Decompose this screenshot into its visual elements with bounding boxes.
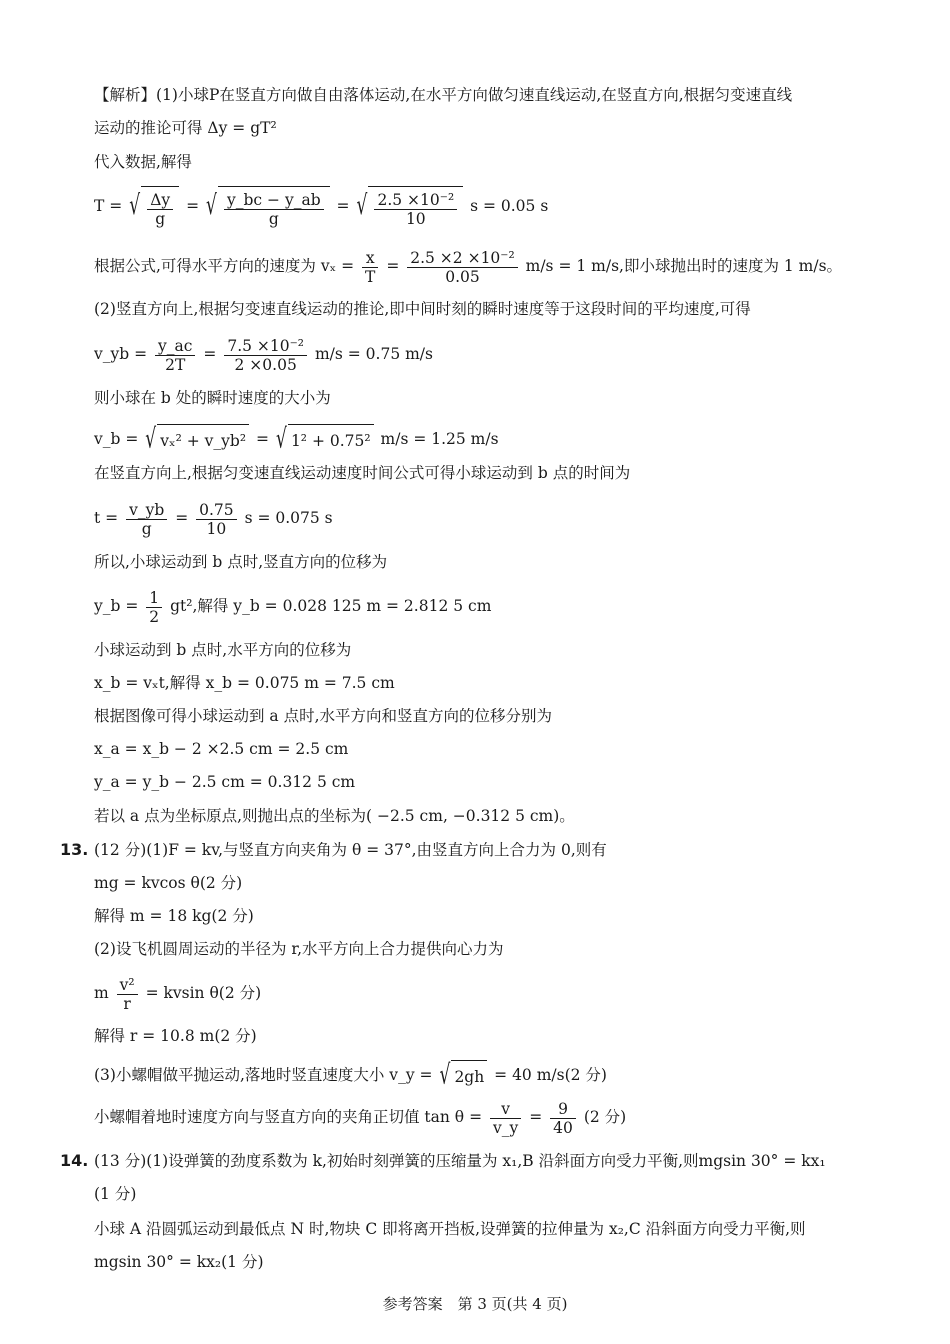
sqrt: √ $\frac{\Delta y}{g}$ — [129, 186, 179, 228]
formula-text: m/s = 1 m/s,即小球抛出时的速度为 1 m/s。 — [525, 257, 843, 275]
p13-line-1: (12 分)(1)F = kv,与竖直方向夹角为 θ = 37°,由竖直方向上合力为 0,则有 — [94, 841, 607, 859]
formula-text: s = 0.05 s — [470, 197, 549, 215]
p12-line-3: 代入数据,解得 — [94, 153, 192, 171]
p12-line-19: 若以 a 点为坐标原点,则抛出点的坐标为( −2.5 cm, −0.312 5 cm)。 — [94, 807, 575, 825]
p12-period-formula: T = √ $\frac{\Delta y}{g}$ = √ $\frac{y\_bc - y\_ab}{g}$ = √ $\frac{\text{2.5 ×10⁻²}}{10}$ s = 0.05 s — [94, 186, 910, 228]
formula-text: y_b = — [94, 597, 139, 615]
p14-line-3: 小球 A 沿圆弧运动到最低点 N 时,物块 C 即将离开挡板,设弹簧的拉伸量为 x₂,C 沿斜面方向受力平衡,则 — [94, 1220, 806, 1238]
fraction: $\frac{v\_yb}{g}$ — [126, 501, 167, 538]
sqrt: √ 2gh — [439, 1060, 487, 1092]
p14-line-4: mgsin 30° = kx₂(1 分) — [94, 1253, 264, 1271]
formula-text: v_b = — [94, 430, 139, 448]
p12-line-8: 则小球在 b 处的瞬时速度的大小为 — [94, 389, 331, 407]
p13-line-6: 解得 r = 10.8 m(2 分) — [94, 1027, 257, 1045]
p12-line-18: y_a = y_b − 2.5 cm = 0.312 5 cm — [94, 773, 356, 791]
fraction: $\frac{y\_ac}{2T}$ — [155, 337, 195, 374]
p12-line-14: 小球运动到 b 点时,水平方向的位移为 — [94, 641, 352, 659]
fraction: $\frac{0.75}{10}$ — [196, 501, 237, 538]
fraction: $\frac{\text{7.5 ×10⁻²}}{2 \times 0.05}$ — [224, 337, 307, 374]
sqrt: √ 1² + 0.75² — [276, 424, 374, 456]
formula-text: m/s = 0.75 m/s — [314, 345, 433, 363]
sqrt: √ $\frac{y\_bc - y\_ab}{g}$ — [206, 186, 330, 228]
fraction: $\frac{\text{2.5 ×2 ×10⁻²}}{0.05}$ — [407, 249, 517, 286]
p12-line-2: 运动的推论可得 Δy = gT² — [94, 119, 277, 137]
p13-line-4: (2)设飞机圆周运动的半径为 r,水平方向上合力提供向心力为 — [94, 940, 504, 958]
p14-line-1: (13 分)(1)设弹簧的劲度系数为 k,初始时刻弹簧的压缩量为 x₁,B 沿斜面方向受力平衡,则mgsin 30° = kx₁ — [94, 1152, 826, 1170]
p12-vb-formula: v_b = √ vₓ² + v_yb² = √ 1² + 0.75² m/s = 1.25 m/s — [94, 424, 910, 456]
p13-vy-formula — [94, 1060, 910, 1092]
p13-line-3: 解得 m = 18 kg(2 分) — [94, 907, 254, 925]
p14-line-2: (1 分) — [94, 1185, 137, 1203]
p12-time-formula: t = $\frac{v\_yb}{g}$ = $\frac{0.75}{10}$ s = 0.075 s — [94, 500, 333, 538]
formula-text: m/s = 1.25 m/s — [380, 430, 499, 448]
problem-13-number: 13. — [60, 840, 89, 859]
p12-line-10: 在竖直方向上,根据匀变速直线运动速度时间公式可得小球运动到 b 点的时间为 — [94, 464, 631, 482]
p12-line-16: 根据图像可得小球运动到 a 点时,水平方向和竖直方向的位移分别为 — [94, 707, 553, 725]
fraction: $\frac{9}{40}$ — [550, 1100, 576, 1137]
p12-line-15: x_b = vₓt,解得 x_b = 0.075 m = 7.5 cm — [94, 674, 395, 692]
fraction: $\frac{\text{v²}}{r}$ — [117, 976, 138, 1013]
p12-line-17: x_a = x_b − 2 ×2.5 cm = 2.5 cm — [94, 740, 349, 758]
formula-text: v_yb = — [94, 345, 148, 363]
fraction: $\frac{1}{2}$ — [146, 589, 162, 626]
formula-text: (3)小螺帽做平抛运动,落地时竖直速度大小 v_y = — [94, 1066, 433, 1084]
formula-text: (2 分) — [583, 1108, 627, 1126]
formula-text: gt²,解得 y_b = 0.028 125 m = 2.812 5 cm — [170, 597, 492, 615]
p12-horizontal-velocity: 根据公式,可得水平方向的速度为 vₓ = $\frac{x}{T}$ = $\frac{\text{2.5 ×2 ×10⁻²}}{0.05}$ m/s = 1 m/s,即小球抛出时的速度为 1 m/s。 — [94, 248, 843, 286]
fraction: $\frac{v}{v\_y}$ — [490, 1100, 521, 1137]
formula-text: 根据公式,可得水平方向的速度为 vₓ = — [94, 257, 355, 275]
formula-text: T = — [94, 197, 123, 215]
p13-tan-formula: 小螺帽着地时速度方向与竖直方向的夹角正切值 tan θ = $\frac{v}{v\_y}$ = $\frac{9}{40}$ (2 分) — [94, 1099, 627, 1137]
p12-line-1: 【解析】(1)小球P在竖直方向做自由落体运动,在水平方向做匀速直线运动,在竖直方向,根据匀变速直线 — [94, 86, 793, 104]
p13-centripetal-formula — [94, 973, 910, 1013]
formula-text: m — [94, 984, 109, 1002]
sqrt: √ vₓ² + v_yb² — [145, 424, 249, 456]
formula-text: t = — [94, 509, 119, 527]
formula-text: s = 0.075 s — [244, 509, 333, 527]
fraction: $\frac{x}{T}$ — [362, 249, 378, 286]
formula-text: = kvsin θ(2 分) — [145, 984, 262, 1002]
problem-14-number: 14. — [60, 1151, 89, 1170]
p12-yb-formula — [94, 586, 910, 626]
page-footer: 参考答案 第 3 页(共 4 页) — [382, 1295, 568, 1313]
p12-line-12: 所以,小球运动到 b 点时,竖直方向的位移为 — [94, 553, 388, 571]
sqrt: √ $\frac{\text{2.5 ×10⁻²}}{10}$ — [356, 186, 463, 228]
formula-text: = 40 m/s(2 分) — [494, 1066, 607, 1084]
p12-line-6: (2)竖直方向上,根据匀变速直线运动的推论,即中间时刻的瞬时速度等于这段时间的平均速度,可得 — [94, 300, 751, 318]
p13-line-2: mg = kvcos θ(2 分) — [94, 874, 243, 892]
p12-vyb-formula: v_yb = $\frac{y\_ac}{2T}$ = $\frac{\text{7.5 ×10⁻²}}{2 \times 0.05}$ m/s = 0.75 m/s — [94, 336, 433, 374]
formula-text: 小螺帽着地时速度方向与竖直方向的夹角正切值 tan θ = — [94, 1108, 483, 1126]
